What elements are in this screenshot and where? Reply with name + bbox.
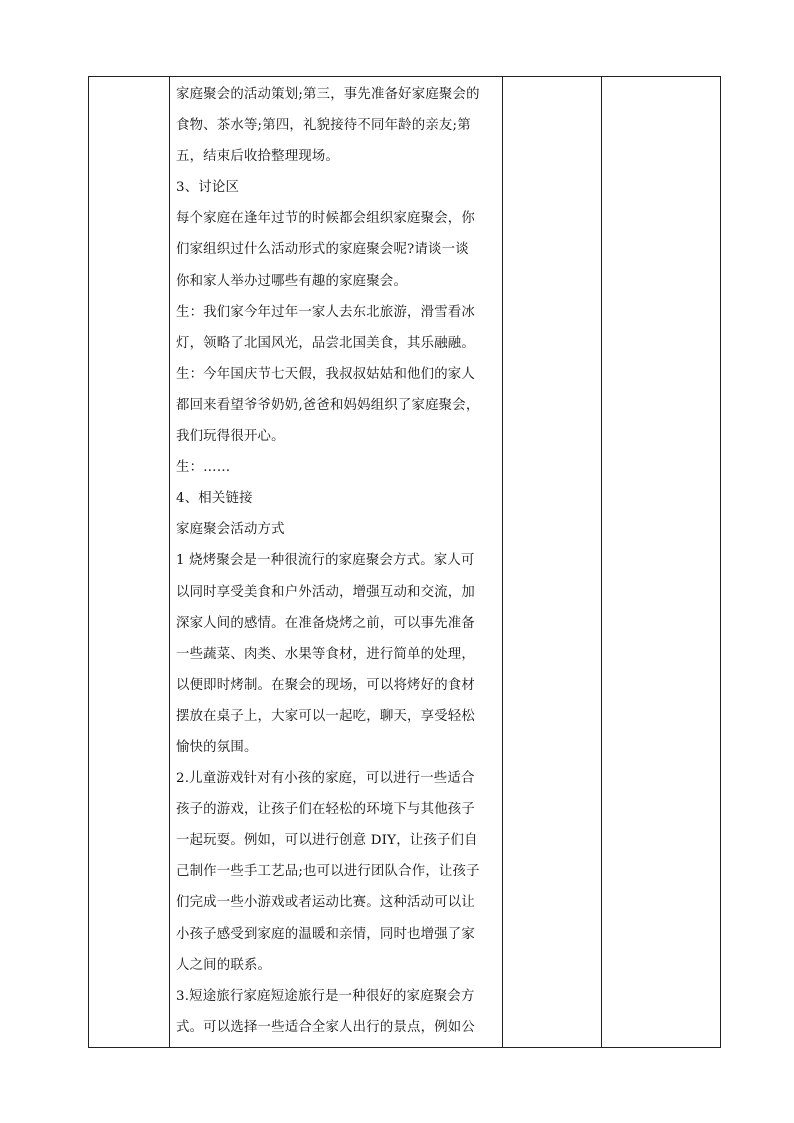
text-line: 2.儿童游戏针对有小孩的家庭，可以进行一些适合 — [176, 771, 475, 787]
content-cell — [170, 77, 503, 1048]
text-line: 一起玩耍。例如，可以进行创意 DIY，让孩子们自 — [176, 833, 478, 849]
text-line: 愉快的氛围。 — [176, 739, 258, 755]
text-line: 小孩子感受到家庭的温暖和亲情，同时也增强了家 — [176, 926, 475, 942]
text-line: 式。可以选择一些适合全家人出行的景点，例如公 — [176, 1019, 475, 1035]
text-line: 们完成一些小游戏或者运动比赛。这种活动可以让 — [176, 895, 475, 911]
content-text — [176, 77, 496, 1043]
left-margin-cell — [89, 77, 170, 1048]
text-line: 我们玩得很开心。 — [176, 429, 285, 445]
text-line: 1 烧烤聚会是一种很流行的家庭聚会方式。家人可 — [176, 553, 475, 569]
text-line: 食物、茶水等;第四，礼貌接待不同年龄的亲友;第 — [176, 118, 471, 134]
text-line: 家庭聚会活动方式 — [176, 522, 285, 538]
text-line: 生：我们家今年过年一家人去东北旅游，滑雪看冰 — [176, 304, 475, 320]
empty-cell-4 — [602, 77, 721, 1048]
text-line: 生：…… — [176, 460, 231, 476]
text-line: 摆放在桌子上，大家可以一起吃，聊天，享受轻松 — [176, 708, 475, 724]
text-line: 五，结束后收拾整理现场。 — [176, 149, 340, 165]
text-line: 3.短途旅行家庭短途旅行是一种很好的家庭聚会方 — [176, 988, 475, 1004]
text-line: 每个家庭在逢年过节的时候都会组织家庭聚会，你 — [176, 211, 475, 227]
text-line: 深家人间的感情。在准备烧烤之前，可以事先准备 — [176, 615, 475, 631]
text-line: 们家组织过什么活动形式的家庭聚会呢?请谈一谈 — [176, 242, 469, 258]
text-line: 你和家人举办过哪些有趣的家庭聚会。 — [176, 273, 408, 289]
text-line: 己制作一些手工艺品;也可以进行团队合作，让孩子 — [176, 864, 480, 880]
empty-cell-3 — [503, 77, 602, 1048]
text-line: 以同时享受美食和户外活动，增强互动和交流，加 — [176, 584, 475, 600]
text-line: 3、讨论区 — [176, 180, 240, 196]
text-line: 一些蔬菜、肉类、水果等食材，进行简单的处理， — [176, 646, 475, 662]
text-line: 以便即时烤制。在聚会的现场，可以将烤好的食材 — [176, 677, 475, 693]
text-line: 灯，领略了北国风光，品尝北国美食，其乐融融。 — [176, 335, 475, 351]
text-line: 生：今年国庆节七天假，我叔叔姑姑和他们的家人 — [176, 366, 475, 382]
text-line: 4、相关链接 — [176, 491, 253, 507]
text-line: 人之间的联系。 — [176, 957, 272, 973]
table-row — [89, 77, 721, 1048]
lesson-plan-table — [88, 76, 721, 1048]
text-line: 孩子的游戏，让孩子们在轻松的环境下与其他孩子 — [176, 802, 475, 818]
text-line: 家庭聚会的活动策划;第三，事先准备好家庭聚会的 — [176, 87, 480, 102]
text-line: 都回来看望爷爷奶奶,爸爸和妈妈组织了家庭聚会， — [176, 397, 480, 413]
